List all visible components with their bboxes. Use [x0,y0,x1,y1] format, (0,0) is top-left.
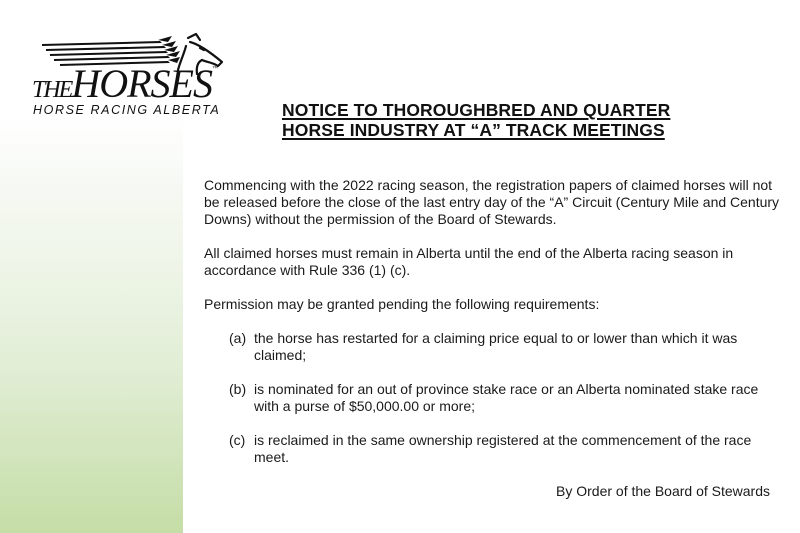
notice-title [282,100,722,140]
requirements-list [204,330,784,466]
requirement-item-c [204,432,784,466]
paragraph-permission-intro: Permission may be granted pending the following requirements: [204,296,600,312]
signature-line: By Order of the Board of Stewards [556,483,770,499]
requirement-item-a [204,330,784,364]
requirement-marker: (c) [229,432,246,448]
requirement-text: is nominated for an out of province stake race or an Alberta nominated stake race with a purse of $50,000.00 or more; [254,381,759,414]
requirement-text: the horse has restarted for a claiming price equal to or lower than which it was claimed; [254,330,738,363]
requirement-text: is reclaimed in the same ownership registered at the commencement of the race meet. [254,432,752,465]
notice-title-line-2: HORSE INDUSTRY AT “A” TRACK MEETINGS [282,120,665,140]
paragraph-registration-papers: Commencing with the 2022 racing season, the registration papers of claimed horses will not be released before the close of the last entry day of the “A” Circuit (Century Mile and Century Downs) without the permission of the Board of Stewards. [204,177,780,227]
requirement-marker: (b) [229,381,247,397]
the-horses-logo [30,30,230,120]
logo-wordmark [32,60,217,107]
requirement-marker: (a) [229,330,247,346]
logo-horses: HORSES [71,61,212,106]
paragraph-remain-in-alberta: All claimed horses must remain in Alberta until the end of the Alberta racing season in accordance with Rule 336 (1) (c). [204,245,734,278]
notice-title-line-1: NOTICE TO THOROUGHBRED AND QUARTER [282,100,671,120]
requirement-item-b [204,381,784,415]
logo-the: THE [32,77,72,103]
logo-tagline: HORSE RACING ALBERTA [33,103,221,117]
notice-body [204,177,784,483]
trademark-symbol: ™ [211,66,217,72]
